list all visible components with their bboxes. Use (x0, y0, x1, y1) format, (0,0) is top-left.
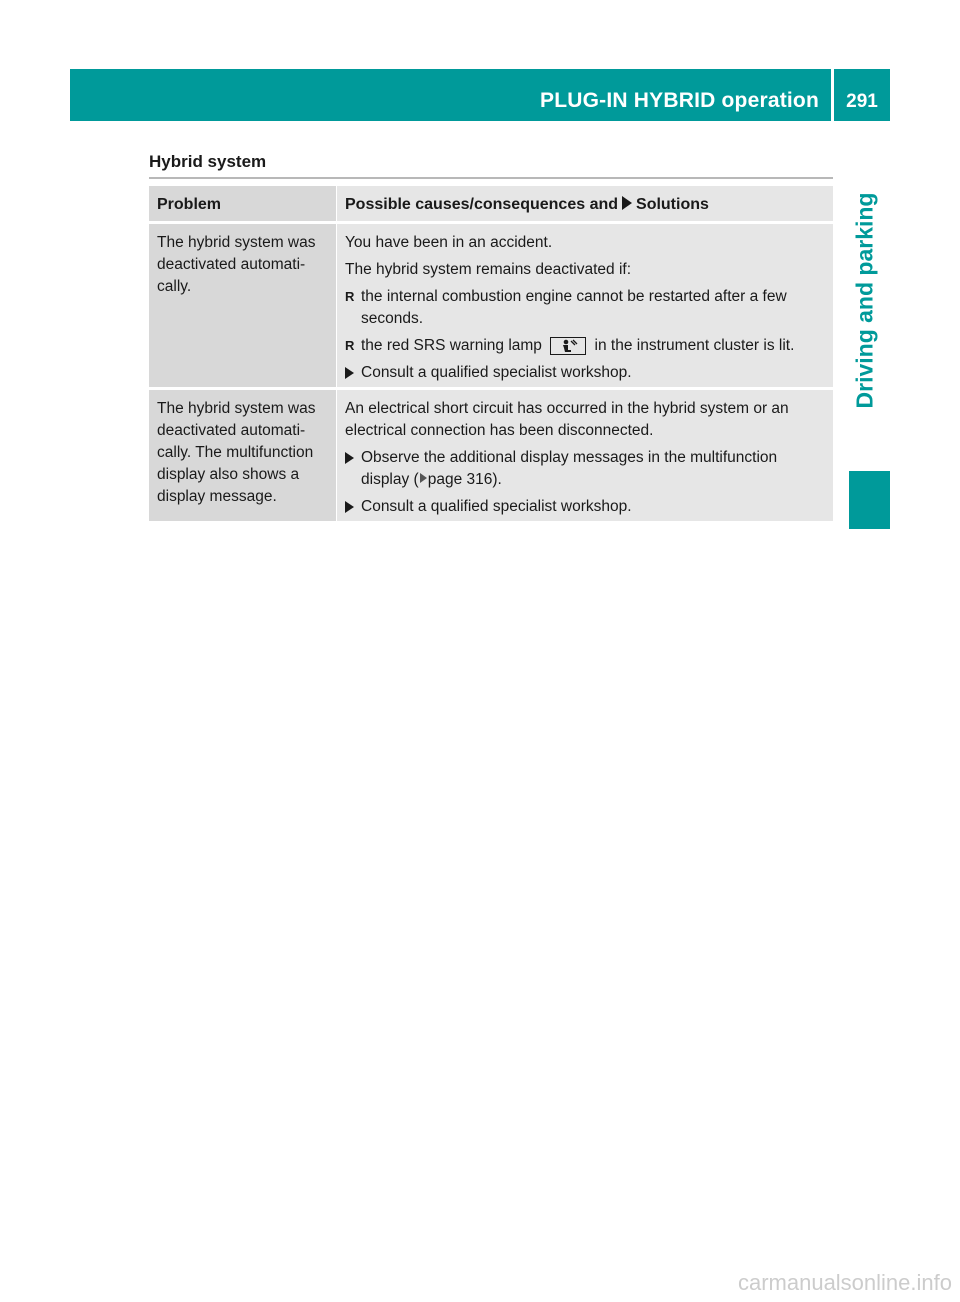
action-text (361, 447, 825, 491)
page-reference-link[interactable]: page 316). (427, 471, 502, 488)
action-item (345, 362, 825, 384)
table-row (149, 224, 833, 387)
triangle-right-icon (622, 196, 632, 210)
problem-cell: The hybrid system was deactivated automati-cally. The multifunction display also shows a display message. (149, 390, 336, 521)
action-text-pre: Observe the additional display messages in the multifunction display ( (361, 449, 778, 488)
list-item-text: the internal combustion engine cannot be restarted after a few seconds. (361, 288, 787, 327)
table-header-row (149, 186, 833, 221)
problem-cell: The hybrid system was deactivated automati-cally. (149, 224, 336, 387)
footer-watermark: carmanualsonline.info (737, 1270, 952, 1295)
solution-text: An electrical short circuit has occurred in the hybrid system or an electrical connection has been disconnected. (345, 400, 789, 439)
triangle-right-icon (345, 452, 354, 464)
page-number-box (834, 69, 890, 121)
action-marker (345, 362, 361, 384)
header-causes (337, 186, 833, 221)
header-causes-prefix: Possible causes/consequences and (345, 196, 619, 213)
solution-text: You have been in an accident. (345, 234, 553, 251)
list-item-text-post: in the instrument cluster is lit. (594, 337, 795, 354)
list-item (345, 335, 825, 357)
solution-cell (337, 390, 833, 521)
action-marker (345, 447, 361, 491)
action-text: Consult a qualified specialist workshop. (361, 498, 632, 515)
bullet-icon: R (345, 338, 355, 353)
problem-table (149, 186, 833, 521)
header-causes-suffix: Solutions (636, 196, 709, 213)
triangle-right-icon (345, 367, 354, 379)
action-item (345, 447, 825, 491)
list-item-text (361, 335, 794, 357)
header-problem: Problem (149, 186, 336, 221)
solution-cell (337, 224, 833, 387)
action-item (345, 496, 825, 518)
list-item-text-pre: the red SRS warning lamp (361, 337, 542, 354)
table-row (149, 390, 833, 521)
action-text: Consult a qualified specialist workshop. (361, 364, 632, 381)
side-tab-label: Driving and parking (851, 192, 878, 408)
side-tab (845, 130, 885, 470)
page-header-title: PLUG-IN HYBRID operation (540, 89, 819, 112)
page-reference-icon (420, 473, 427, 483)
section-title: Hybrid system (149, 152, 267, 171)
list-item (345, 286, 825, 330)
page-number: 291 (846, 91, 878, 112)
section-divider (149, 177, 833, 179)
header-bar (70, 69, 831, 121)
bullet-icon: R (345, 289, 355, 304)
action-marker (345, 496, 361, 518)
triangle-right-icon (345, 501, 354, 513)
solution-text: The hybrid system remains deactivated if: (345, 261, 632, 278)
srs-warning-lamp-icon (550, 337, 586, 355)
side-tab-marker (849, 471, 890, 529)
